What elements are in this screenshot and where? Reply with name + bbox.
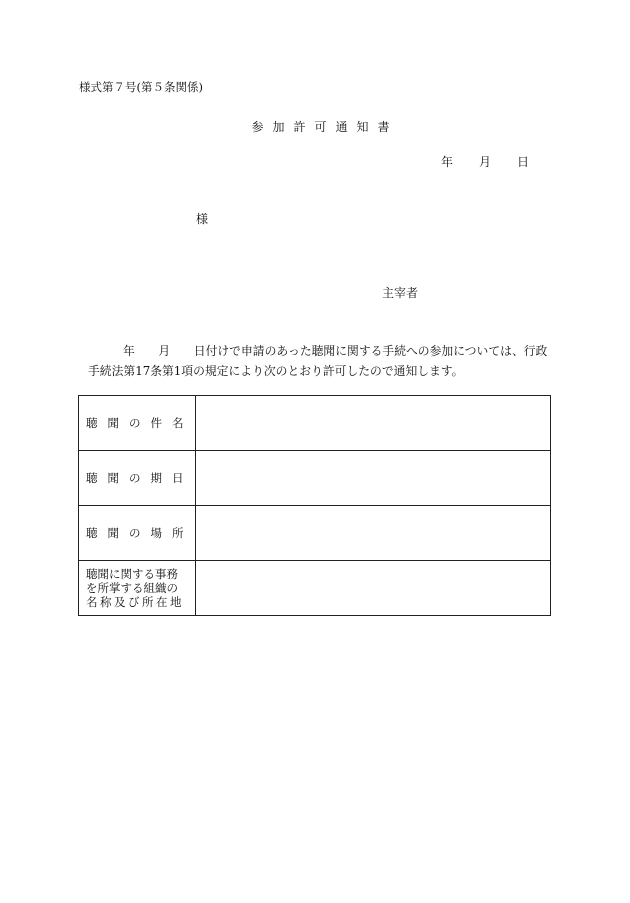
table-row (79, 561, 551, 616)
document-title: 参加許可通知書 (251, 120, 399, 134)
table-row (79, 451, 551, 506)
row-value-hearing-date (196, 451, 551, 506)
date-year: 年 (441, 155, 454, 169)
notice-body (79, 341, 551, 381)
date-day: 日 (517, 155, 530, 169)
issue-date (441, 155, 529, 169)
notice-body-line-2: 手続法第17条第1項の規定により次のとおり許可したので通知します。 (88, 364, 464, 378)
date-month: 月 (479, 155, 492, 169)
row-label-hearing-date: 聴聞の期日 (79, 451, 196, 506)
row-label-hearing-place: 聴聞の場所 (79, 506, 196, 561)
row-label-hearing-subject: 聴聞の件名 (79, 396, 196, 451)
form-number: 様式第７号(第５条関係) (79, 80, 203, 94)
row-label-organization: 聴聞に関する事務 を所掌する組織の 名称及び所在地 (79, 561, 196, 616)
row-value-hearing-subject (196, 396, 551, 451)
organizer-label: 主宰者 (382, 286, 419, 300)
table-row (79, 396, 551, 451)
table-row (79, 506, 551, 561)
notice-body-line-1: 年 月 日付けで申請のあった聴聞に関する手続への参加については、行政 (123, 344, 548, 358)
row-value-hearing-place (196, 506, 551, 561)
hearing-info-table (78, 395, 551, 616)
recipient-honorific: 様 (196, 212, 209, 226)
row-value-organization (196, 561, 551, 616)
